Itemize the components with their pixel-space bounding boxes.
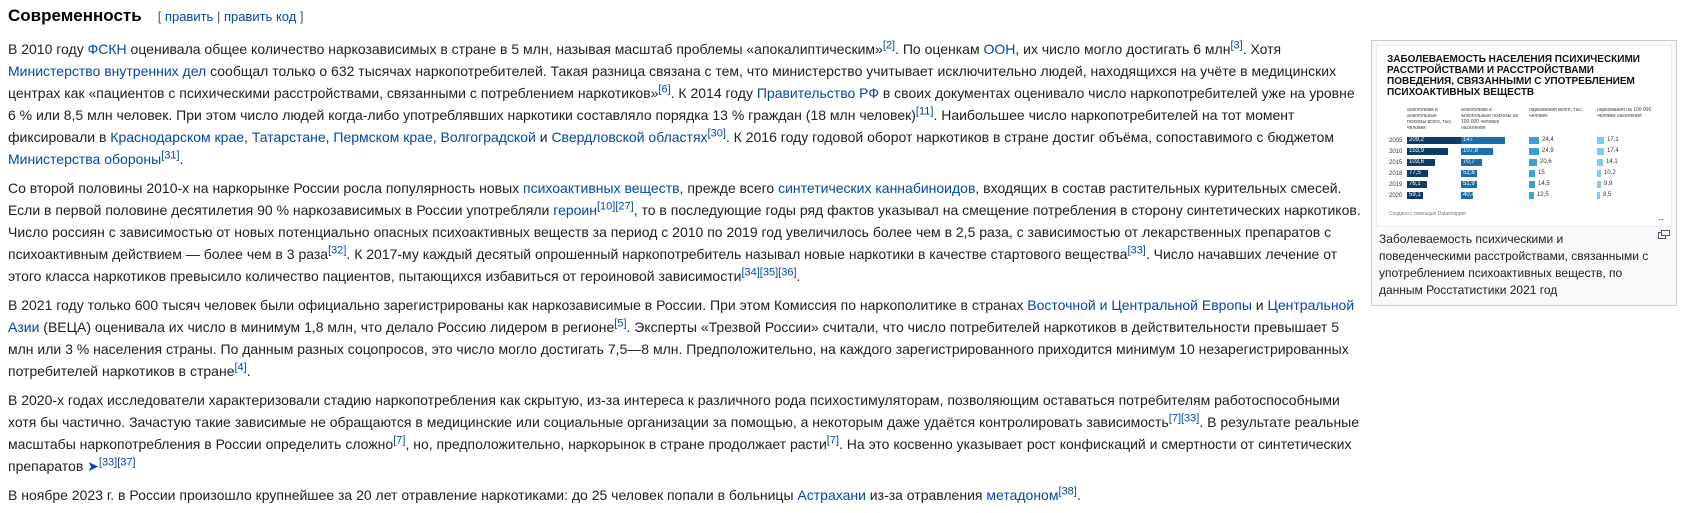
chart-data-label: 52,8 (1463, 170, 1475, 176)
ref-link[interactable]: [35] (759, 266, 779, 279)
chart-data-label: 14,5 (1538, 181, 1550, 187)
chart-year-label: 2010 (1389, 149, 1403, 155)
chart-data-label: 40,4 (1463, 192, 1475, 198)
link-mvd[interactable]: Министерство внутренних дел (8, 63, 207, 79)
figure-box (1371, 40, 1677, 306)
ref-3[interactable] (1230, 39, 1242, 51)
ref-33[interactable] (99, 456, 117, 468)
chart-data-label: 147 (1463, 137, 1474, 143)
text: . (1076, 487, 1081, 503)
edit-bracket-open: [ (157, 9, 165, 24)
chart-data-label: 209,2 (1409, 137, 1425, 143)
edit-separator: | (213, 9, 224, 24)
chart-data-label: 107,8 (1463, 148, 1479, 154)
chart-bar (1529, 181, 1535, 188)
ref-link[interactable]: [11] (915, 105, 934, 118)
paragraph-4 (8, 389, 1362, 477)
text: . К 2016 году годовой оборот наркотиков в стране достиг объёма, сопоставимого с бюджетом (725, 129, 1335, 145)
text: , (244, 129, 252, 145)
text: В 2020-х годах исследователи характеризовали стадию наркопотребления как скрытую, из-за интереса к различного рода психостимуляторам, позволяющим оставаться потребителям работоспособными хотя бы частично. Зачастую такие зависимые не обращаются в медицинские или социальные организации за помощью, а некоторым даже удаётся контролировать зависимость (8, 392, 1340, 430)
link-perm[interactable]: Пермском крае (333, 129, 433, 145)
chart-data-label: 59,1 (1409, 192, 1421, 198)
chart-bar (1529, 170, 1535, 177)
paragraph-2 (8, 177, 1362, 287)
chart-bar (1597, 181, 1601, 188)
link-sverdlovsk[interactable]: Свердловской областях (551, 129, 708, 145)
link-eastern-central-europe[interactable]: Восточной и Центральной Европы (1027, 297, 1252, 313)
text: В ноябре 2023 г. в России произошло крупнейшее за 20 лет отравление наркотиками: до 25 человек попали в больницы (8, 487, 798, 503)
ref-link[interactable]: [32] (328, 244, 347, 257)
ref-link[interactable]: [36] (778, 266, 797, 279)
chart-data-label: 24,9 (1542, 148, 1554, 154)
ref-7[interactable] (827, 434, 839, 446)
chart-bar (1529, 192, 1534, 199)
ref-27[interactable] (615, 200, 633, 212)
ref-4[interactable] (235, 361, 247, 373)
ref-37[interactable] (117, 456, 135, 468)
chart-data-label: 10,2 (1604, 170, 1616, 176)
ref-38[interactable] (1058, 485, 1076, 497)
chart-data-label: 15 (1538, 170, 1545, 176)
ref-link[interactable]: [4] (234, 361, 247, 374)
link-tatarstan[interactable]: Татарстане (251, 129, 326, 145)
chart-data-label: 103,6 (1409, 159, 1425, 165)
ref-34[interactable] (741, 266, 759, 278)
ref-35[interactable] (760, 266, 778, 278)
chart-year-label: 2020 (1389, 193, 1403, 199)
paragraph-5 (8, 484, 1362, 506)
chart-data-label: 12,5 (1537, 192, 1549, 198)
ref-link[interactable]: [37] (117, 456, 136, 469)
chart-credit: Создано с помощью Datawrapper (1389, 211, 1467, 217)
ref-link[interactable]: [27] (615, 200, 634, 213)
chart-bar (1597, 137, 1604, 144)
text: В 2021 году только 600 тысяч человек были официально зарегистрированы как наркозависимые в России. При этом Комиссия по наркополитике в странах (8, 297, 1028, 313)
ref-link[interactable]: [33] (1127, 244, 1146, 257)
chart-thumbnail[interactable] (1376, 45, 1672, 227)
chart-data-label: 51,9 (1463, 181, 1475, 187)
text: . Эксперты «Трезвой России» считали, что число потребителей наркотиков в действительности превышает 5 млн или 3 % населения страны. По данным разных соцопросов, это число могло достигать 7,5—8 млн. Предположительно, на каждого зарегистрированного приходится минимум 10 незарегистрированных потребителей наркотиков в стране (8, 319, 1349, 379)
chart-data-label: 77,5 (1409, 170, 1421, 176)
ref-link[interactable]: [10] (596, 200, 616, 213)
link-krasnodar[interactable]: Краснодарском крае (110, 129, 245, 145)
ref-link[interactable]: [7] (826, 434, 840, 447)
chart-year-label: 2015 (1389, 160, 1403, 166)
ref-7[interactable] (393, 434, 405, 446)
chart-column-header: наркомания на 100 000 человек населения (1597, 107, 1652, 119)
resize-icon: ↔ (1657, 214, 1665, 223)
link-methadone[interactable]: метадоном (986, 487, 1059, 503)
text: . (179, 151, 184, 167)
text: , но, предположительно, наркорынок в стране продолжает расти (405, 436, 827, 452)
text: . (246, 363, 251, 379)
section-title: Современность (8, 6, 142, 25)
chart-bar (1529, 148, 1539, 155)
chart-data-label: 9,9 (1604, 181, 1613, 187)
chart-data-label: 17,1 (1607, 137, 1619, 143)
edit-section-links (158, 9, 304, 24)
text: и (535, 129, 552, 145)
text: . К 2017-му каждый десятый опрошенный наркопотребитель называл новые наркотики в качестве стартового вещества (346, 246, 1128, 262)
text: . По оценкам (895, 41, 984, 57)
text: , прежде всего (679, 180, 779, 196)
chart-bar (1597, 170, 1601, 177)
link-ministry-defense[interactable]: Министерства обороны (8, 151, 162, 167)
ref-2[interactable] (883, 39, 895, 51)
text: , то в последующие годы ряд фактов указывал на смещение потребления в сторону синтетических наркотиков. Число россиян с зависимостью от новых потенциально опасных психоактивных веществ за период с 2010 по 2019 год увеличилось более чем в 2,5 раза, с зависимостью от лекарственных препаратов с психоактивным действием — более чем в 3 раза (8, 202, 1361, 262)
ref-11[interactable] (916, 105, 934, 117)
text: , их число могло достигать 6 млн (1015, 41, 1231, 57)
text: , (325, 129, 334, 145)
ref-33[interactable] (1127, 244, 1145, 256)
link-heroin[interactable]: героин (553, 202, 597, 218)
text: . (796, 268, 801, 284)
ref-5[interactable] (614, 317, 626, 329)
chart-bar (1597, 192, 1600, 199)
chart-bar (1597, 159, 1603, 166)
paragraph-1 (8, 38, 1362, 170)
text: и (1251, 297, 1268, 313)
link-oon[interactable]: ООН (983, 41, 1016, 57)
ref-30[interactable] (708, 127, 726, 139)
link-synthetic-cannabinoids[interactable]: синтетических каннабиноидов (778, 180, 976, 196)
ref-link[interactable]: [7] (393, 434, 406, 447)
ref-link[interactable]: [3] (1230, 39, 1243, 52)
ref-link[interactable]: [5] (614, 317, 627, 330)
chart-bar (1597, 148, 1604, 155)
link-fskn[interactable]: ФСКН (87, 41, 127, 57)
text: , входящих в состав растительных курительных смесей. Если в первой половине десятилетия 90 % наркозависимых в России употребляли (8, 180, 1342, 218)
text: . В результате реальные масштабы наркопотребления в России определить сложно (8, 414, 1360, 452)
link-psychoactive[interactable]: психоактивных веществ (523, 180, 680, 196)
ref-link[interactable]: [2] (882, 39, 896, 52)
text: в своих документах оценивало число наркопотребителей уже на уровне 6 % или 8,5 млн человек. При этом число людей когда-либо употреблявших наркотики составляло порядка 13 % граждан (18 млн человек) (8, 85, 1355, 123)
text: . Наибольшее число наркопотребителей на тот момент фиксировали в (8, 107, 1295, 145)
text: Со второй половины 2010-х на наркорынке России росла популярность новых (8, 180, 524, 196)
ref-link[interactable]: [30] (707, 127, 726, 140)
ref-link[interactable]: [7] (1168, 412, 1181, 425)
edit-code-link[interactable]: править код (223, 9, 297, 24)
link-government[interactable]: Правительство РФ (756, 85, 879, 101)
link-astrakhan[interactable]: Астрахани (797, 487, 866, 503)
link-volgograd[interactable]: Волгоградской (440, 129, 536, 145)
edit-link[interactable]: править (164, 9, 214, 24)
chart-data-label: 24,4 (1542, 137, 1554, 143)
chart-data-label: 20,6 (1540, 159, 1552, 165)
ref-link[interactable]: [33] (98, 456, 118, 469)
section-heading (8, 6, 1676, 26)
ref-33[interactable] (1181, 412, 1199, 424)
chart-column-header: алкоголизм и алкогольные психозы на 100 000 человек населения (1461, 107, 1519, 131)
chart-data-label: 70,7 (1463, 159, 1475, 165)
text: , (432, 129, 441, 145)
chart-data-label: 8,5 (1603, 192, 1612, 198)
chart-data-label: 17,4 (1607, 148, 1619, 154)
ref-link[interactable]: [31] (161, 149, 180, 162)
text: из-за отравления (865, 487, 987, 503)
ref-36[interactable] (778, 266, 796, 278)
chart-data-label: 76,1 (1409, 181, 1421, 187)
ref-32[interactable] (328, 244, 346, 256)
figure-caption: Заболеваемость психическими и поведенческими расстройствами, связанными с употреблением психоактивных веществ, по данным Росстатистики 2021 год (1379, 232, 1649, 297)
chart-year-label: 2005 (1389, 138, 1403, 144)
text: . На это косвенно указывает рост конфискаций и смертности от синтетических препаратов (8, 436, 1352, 474)
text: В 2010 году (8, 41, 88, 57)
chart-data-label: 14,1 (1606, 159, 1618, 165)
chart-data-label: 153,9 (1409, 148, 1425, 154)
ref-link[interactable]: [6] (658, 83, 671, 96)
chart-title: ЗАБОЛЕВАЕМОСТЬ НАСЕЛЕНИЯ ПСИХИЧЕСКИМИ РАССТРОЙСТВАМИ И РАССТРОЙСТВАМИ ПОВЕДЕНИЯ, СВЯЗАННЫМИ С УПОТРЕБЛЕНИЕМ ПСИХОАКТИВНЫХ ВЕЩЕСТВ (1387, 54, 1640, 98)
text: . К 2014 году (670, 85, 757, 101)
ref-6[interactable] (658, 83, 670, 95)
arrow-icon[interactable]: ➤ (87, 458, 99, 474)
chart-year-label: 2019 (1389, 182, 1403, 188)
text: . Число начавших лечение от этого класса наркотиков превысило количество пациентов, пытающихся избавиться от героиновой зависимости (8, 246, 1338, 284)
link-central-asia[interactable]: Центральной Азии (8, 297, 1355, 335)
text: сообщал только о 632 тысячах наркопотребителей. Такая разница связана с тем, что министерство учитывает исключительно людей, находящихся на учёте в медицинских центрах как «пациентов с психическими расстройствами, связанными с потреблением наркотиков» (8, 63, 1337, 101)
ref-link[interactable]: [34] (741, 266, 760, 279)
chart-year-label: 2018 (1389, 171, 1403, 177)
chart-bar (1529, 137, 1539, 144)
chart-column-header: алкоголизм и алкогольные психозы всего, тыс. человек (1407, 107, 1453, 131)
chart-column-header: наркомания всего, тыс. человек (1529, 107, 1584, 119)
expand-icon[interactable] (1658, 230, 1670, 239)
ref-7[interactable] (1169, 412, 1181, 424)
paragraph-3 (8, 294, 1362, 382)
ref-link[interactable]: [33] (1181, 412, 1200, 425)
text: . Хотя (1242, 41, 1282, 57)
ref-10[interactable] (597, 200, 615, 212)
ref-link[interactable]: [38] (1058, 485, 1077, 498)
edit-bracket-close: ] (296, 9, 304, 24)
text: оценивала общее количество наркозависимых в стране в 5 млн, называя масштаб проблемы «апокалиптическим» (126, 41, 883, 57)
ref-31[interactable] (161, 149, 179, 161)
text: (ВЕЦА) оценивала их число в минимум 1,8 млн, что делало Россию лидером в регионе (39, 319, 615, 335)
article-body (8, 38, 1362, 513)
chart-bar (1529, 159, 1537, 166)
